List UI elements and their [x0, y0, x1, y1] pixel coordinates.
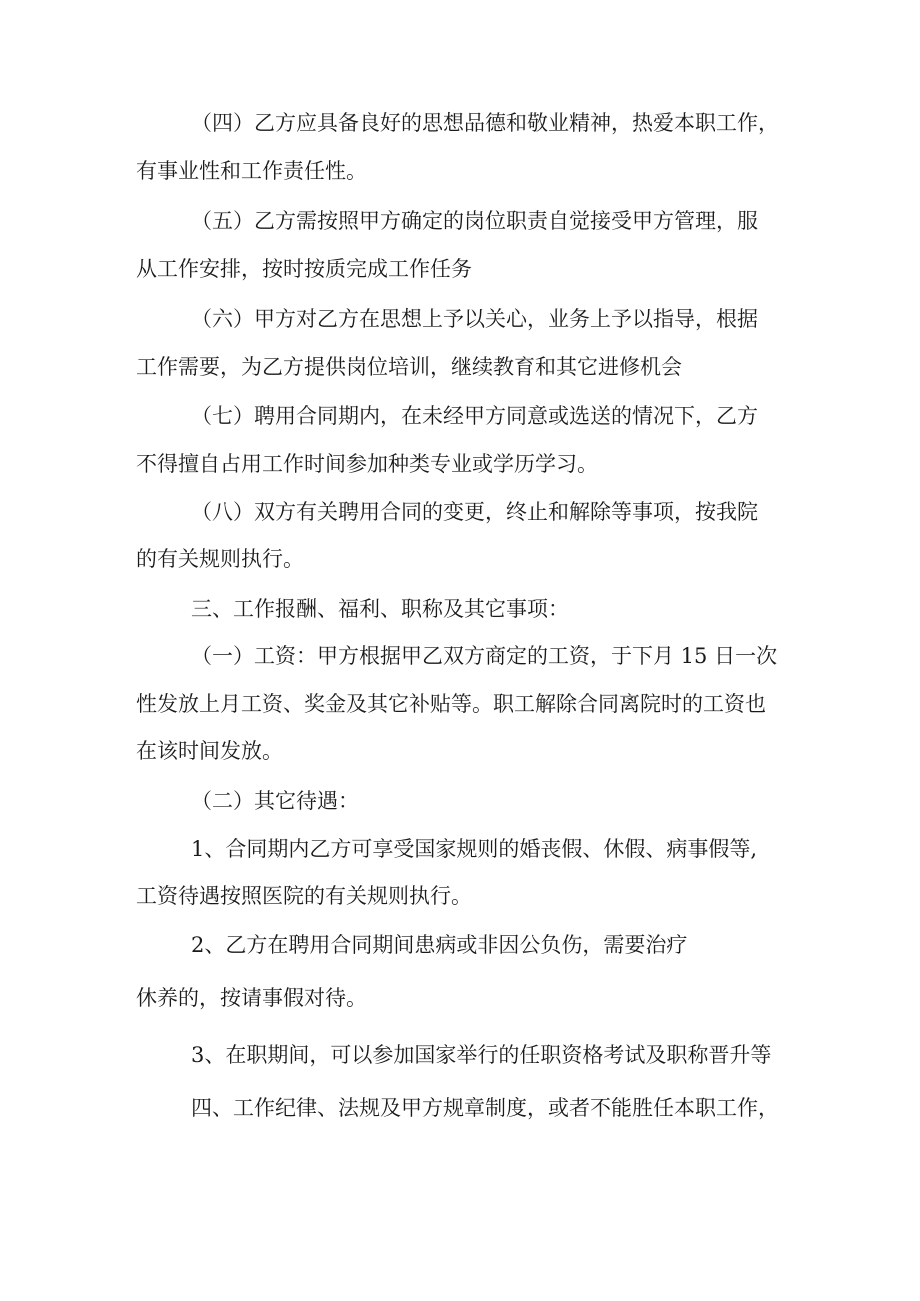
- section-3-heading: 三、工作报酬、福利、职称及其它事项：: [191, 597, 569, 621]
- paragraph-6-line-2: 工作需要，为乙方提供岗位培训，继续教育和其它进修机会: [136, 355, 682, 379]
- paragraph-other-benefits: （二）其它待遇：: [191, 789, 359, 813]
- item-2-line-2: 休养的，按请事假对待。: [136, 986, 367, 1010]
- paragraph-8-line-1: （八）双方有关聘用合同的变更，终止和解除等事项，按我院: [191, 500, 758, 524]
- paragraph-wage-line-3: 在该时间发放。: [136, 739, 283, 763]
- paragraph-wage-line-1: （一）工资：甲方根据甲乙双方商定的工资，于下月 15 日一次: [191, 644, 778, 668]
- section-4-heading: 四、工作纪律、法规及甲方规章制度，或者不能胜任本职工作，: [191, 1096, 779, 1120]
- paragraph-5-line-2: 从工作安排，按时按质完成工作任务: [136, 257, 472, 281]
- item-3: 3、在职期间，可以参加国家举行的任职资格考试及职称晋升等: [191, 1043, 772, 1067]
- item-1-line-2: 工资待遇按照医院的有关规则执行。: [136, 884, 472, 908]
- paragraph-5-line-1: （五）乙方需按照甲方确定的岗位职责自觉接受甲方管理，服: [191, 209, 758, 233]
- paragraph-wage-line-2: 性发放上月工资、奖金及其它补贴等。职工解除合同离院时的工资也: [136, 692, 766, 716]
- paragraph-7-line-2: 不得擅自占用工作时间参加种类专业或学历学习。: [136, 452, 598, 476]
- paragraph-8-line-2: 的有关规则执行。: [136, 547, 304, 571]
- paragraph-4-line-2: 有事业性和工作责任性。: [136, 159, 367, 183]
- item-1-line-1: 1、合同期内乙方可享受国家规则的婚丧假、休假、病事假等,: [191, 837, 758, 861]
- paragraph-7-line-1: （七）聘用合同期内，在未经甲方同意或选送的情况下，乙方: [191, 404, 758, 428]
- paragraph-6-line-1: （六）甲方对乙方在思想上予以关心，业务上予以指导，根据: [191, 307, 758, 331]
- paragraph-4-line-1: （四）乙方应具备良好的思想品德和敬业精神，热爱本职工作，: [191, 111, 779, 135]
- item-2-line-1: 2、乙方在聘用合同期间患病或非因公负伤，需要治疗: [191, 933, 688, 957]
